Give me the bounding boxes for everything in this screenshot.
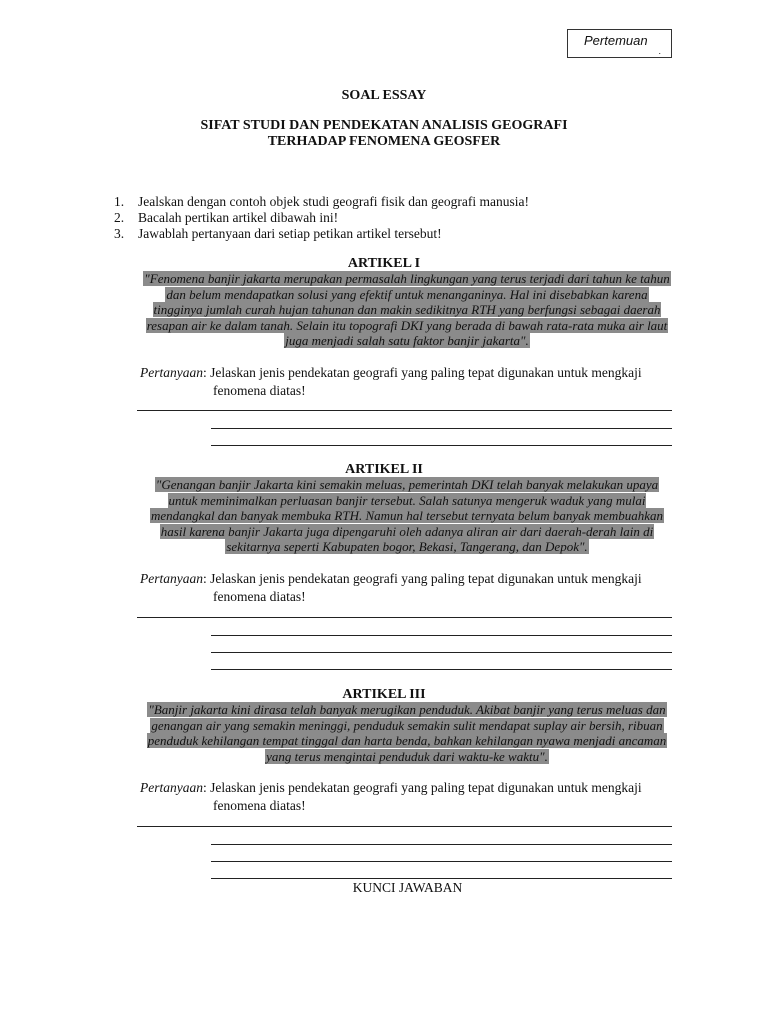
answer-line[interactable] — [137, 410, 672, 411]
article-1-excerpt-text: "Fenomena banjir jakarta merupakan permasalah lingkungan yang terus terjadi dari tahun ke tahun dan belum mendapatkan solusi yang efektif untuk menanganinya. Hal ini disebabkan karena tingginya jumlah curah hujan tahunan dan makin sedikitnya RTH yang berfungsi sebagai daerah resapan air ke dalam tanah. Selain itu topografi DKI yang berada di bawah rata-rata muka air laut juga menjadi salah satu faktor banjir jakarta". — [144, 271, 670, 348]
article-3-heading: ARTIKEL III — [342, 687, 426, 702]
instruction-text: Jealskan dengan contoh objek studi geografi fisik dan geografi manusia! — [138, 194, 530, 209]
answer-line[interactable] — [211, 878, 672, 879]
article-3-excerpt — [142, 702, 672, 764]
pertemuan-label: Pertemuan — [584, 33, 648, 48]
article-3-excerpt-text: "Banjir jakarta kini dirasa telah banyak merugikan penduduk. Akibat banjir yang terus meluas dan genangan air yang semakin meninggi, penduduk semakin sulit mendapat suplay air bersih, ribuan penduduk kehilangan tempat tinggal dan harta benda, bahkan kehilangan nyawa menjadi ancaman yang terus mengintai penduduk dari waktu-ke waktu". — [147, 702, 667, 764]
answer-line[interactable] — [211, 861, 672, 862]
article-2-heading: ARTIKEL II — [345, 462, 423, 477]
answer-line[interactable] — [211, 844, 672, 845]
pertemuan-box — [567, 29, 672, 58]
article-1-question — [140, 364, 680, 398]
article-2-excerpt — [142, 477, 672, 555]
instruction-text: Bacalah pertikan artikel dibawah ini! — [138, 210, 339, 225]
article-2-excerpt-text: "Genangan banjir Jakarta kini semakin meluas, pemerintah DKI telah banyak melakukan upaya untuk meminimalkan perluasan banjir tersebut. Salah satunya mengeruk waduk yang mulai mendangkal dan banyak membuka RTH. Namun hal tersebut ternyata belum banyak membuahkan hasil karena banjir Jakarta juga dipengaruhi oleh adanya aliran air dari daerah-derah lain di sekitarnya seperti Kabupaten bogor, Bekasi, Tangerang, dan Depok". — [151, 477, 663, 554]
question-label: Pertanyaan — [140, 571, 203, 586]
subtitle-line-2: TERHADAP FENOMENA GEOSFER — [267, 134, 501, 149]
question-continuation: fenomena diatas! — [213, 383, 306, 398]
pertemuan-dot: . — [658, 46, 661, 56]
answer-line[interactable] — [211, 445, 672, 446]
answer-line[interactable] — [211, 652, 672, 653]
question-label: Pertanyaan — [140, 780, 203, 795]
answer-line[interactable] — [211, 635, 672, 636]
instruction-text: Jawablah pertanyaan dari setiap petikan artikel tersebut! — [138, 226, 442, 241]
instruction-item — [114, 226, 529, 242]
article-1-heading: ARTIKEL I — [347, 256, 421, 271]
article-2-question — [140, 570, 680, 604]
instruction-list — [114, 194, 529, 242]
answer-line[interactable] — [137, 826, 672, 827]
instruction-item — [114, 210, 529, 226]
answer-line[interactable] — [211, 669, 672, 670]
question-continuation: fenomena diatas! — [213, 798, 306, 813]
answer-line[interactable] — [211, 428, 672, 429]
article-3-question — [140, 779, 680, 813]
question-label: Pertanyaan — [140, 365, 203, 380]
subtitle-line-1: SIFAT STUDI DAN PENDEKATAN ANALISIS GEOGRAFI — [200, 118, 568, 133]
answer-key-heading: KUNCI JAWABAN — [352, 880, 463, 895]
answer-line[interactable] — [137, 617, 672, 618]
main-title: SOAL ESSAY — [341, 88, 427, 103]
question-text: : Jelaskan jenis pendekatan geografi yang paling tepat digunakan untuk mengkaji — [203, 780, 642, 795]
question-text: : Jelaskan jenis pendekatan geografi yang paling tepat digunakan untuk mengkaji — [203, 571, 642, 586]
article-1-excerpt — [142, 271, 672, 349]
instruction-number: 3. — [114, 226, 125, 241]
instruction-number: 1. — [114, 194, 125, 209]
question-continuation: fenomena diatas! — [213, 589, 306, 604]
question-text: : Jelaskan jenis pendekatan geografi yang paling tepat digunakan untuk mengkaji — [203, 365, 642, 380]
instruction-item — [114, 194, 529, 210]
instruction-number: 2. — [114, 210, 125, 225]
